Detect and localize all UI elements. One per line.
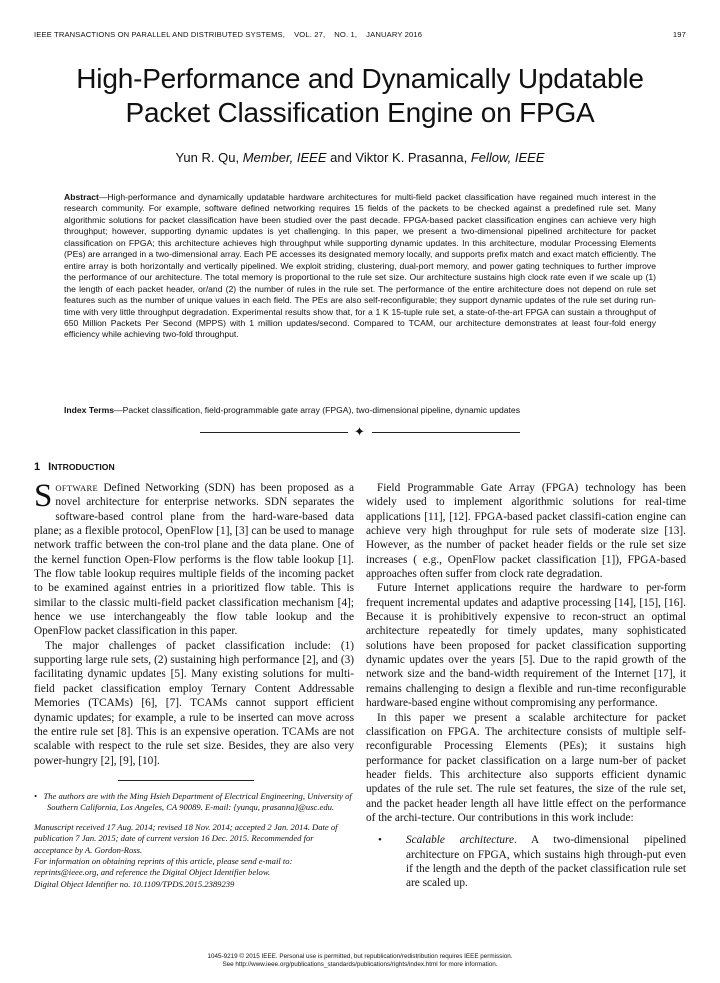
author-1-role: Member, IEEE [242, 150, 327, 165]
paragraph-text: Defined Networking (SDN) has been proposed as a novel architecture for enterprise networks. SDN separates the software-based control plane from the hard-ware-based data plane; as a flexible protocol, OpenFlow [1], [3] can be used to manage network traffic between the con-trol plane and the data plane. One of the kernel function Open-Flow performs is the flow table lookup [1]. The flow table lookup requires multiple fields of the incoming packet to be examined against entries in a prioritized flow table. This is similar to the classic multi-field packet classification mechanism [4]; hence we use interchangeably the flow table lookup and the OpenFlow packet classification in this paper. [34, 482, 354, 638]
index-terms: Index Terms—Packet classification, field-programmable gate array (FPGA), two-dimensional pipeline, dynamic updates [64, 405, 520, 415]
section-number: 1 [34, 461, 41, 473]
footer-line-1: 1045-9219 © 2015 IEEE. Personal use is permitted, but republication/redistribution requires IEEE permission. [207, 953, 513, 960]
volume: VOL. 27, [294, 30, 326, 39]
paper-title [34, 62, 686, 130]
bullet-icon: • [378, 834, 382, 847]
footnote-affiliation [34, 791, 354, 814]
bullet-title: Scalable architecture [406, 834, 515, 847]
bullet-text [406, 833, 686, 890]
paragraph [34, 478, 354, 639]
section-heading [34, 461, 354, 475]
separator-line-left [200, 432, 348, 433]
issue-number: NO. 1, [334, 30, 358, 39]
section-title-initial: I [48, 461, 52, 473]
right-column [366, 481, 686, 891]
abstract: Abstract—High-performance and dynamically updatable hardware architectures for multi-field packet classification have regained much interest in the research community. For example, software defined networking requires 15 fields of the packets to be checked against a predefined rule set. Many algorithmic solutions for packet classification have been studied over the past decade. FPGA-based packet classification engines can achieve very high throughput; however, supporting dynamic updates is yet challenging. In this paper, we present a two-dimensional pipelined architecture for packet classification on FPGA; this architecture achieves high throughput while supporting dynamic updates. In this architecture, modular Processing Elements (PEs) are arranged in a two-dimensional array. Each PE accesses its designated memory locally, and supports prefix match and exact match efficiently. The entire array is both horizontally and vertically pipelined. We exploit striding, clustering, dual-port memory, and power gating techniques to further improve the performance of our architecture. The total memory is proportional to the rule set size. Our architecture sustains high clock rate even if we scale up (1) the length of each packet header, or/and (2) the number of rules in the rule set. The performance of the entire architecture does not depend on rule set features such as the number of unique values in each field. The PEs are also self-reconfigurable; they support dynamic updates of the rule set during run-time with very little throughput degradation. Experimental results show that, for a 1 K 15-tuple rule set, a state-of-the-art FPGA can sustain a throughput of 650 Million Packets Per Second (MPPS) with 1 million updates/second. Compared to TCAM, our architecture demonstrates at least four-fold energy efficiency while achieving two-fold throughput. [64, 192, 656, 340]
left-column [34, 461, 354, 890]
title-line-1: High-Performance and Dynamically Updatable [76, 63, 644, 94]
footnote-reprints: For information on obtaining reprints of this article, please send e-mail to: reprints@ieee.org, and reference the Digital Object Identifier below. [34, 855, 293, 878]
abstract-label: Abstract [64, 192, 99, 202]
footer-line-2: See http://www.ieee.org/publications_standards/publications/rights/index.html for more information. [222, 961, 498, 969]
separator-line-right [372, 432, 520, 433]
page-number: 197 [672, 30, 686, 39]
index-terms-text: Packet classification, field-programmable gate array (FPGA), two-dimensional pipeline, dynamic updates [122, 405, 520, 415]
footnote-manuscript: Manuscript received 17 Aug. 2014; revised 18 Nov. 2014; accepted 2 Jan. 2014. Date of publication 7 Jan. 2015; date of current version 16 Dec. 2015. Recommended for acceptance by A. Gordon-Ross. [34, 821, 338, 855]
author-2: and Viktor K. Prasanna, [330, 150, 468, 165]
title-line-2: Packet Classification Engine on FPGA [125, 97, 595, 128]
journal-name: IEEE TRANSACTIONS ON PARALLEL AND DISTRIBUTED SYSTEMS, [34, 30, 286, 39]
author-1: Yun R. Qu, [175, 150, 240, 165]
paragraph: Field Programmable Gate Array (FPGA) technology has been widely used to implement algorithmic solutions for real-time applications [11], [12]. FPGA-based packet classifi-cation engine can achieve very high throughput for rule sets of moderate size [13]. However, as the number of packet header fields or the rule set size increases ( e.g., OpenFlow packet classification [1]), FPGA-based approaches often suffer from clock rate degradation. [366, 482, 686, 581]
paragraph: The major challenges of packet classification include: (1) supporting large rule sets, (2) sustaining high performance [2], and (3) facilitating dynamic updates [5]. Many existing solutions for multi-field packet classification employ Ternary Content Addressable Memories (TCAMs) [6], [7]. TCAMs cannot support efficient dynamic updates; for example, a rule to be inserted can move across the entire rule set [8]. This is an expensive operation. TCAMs are not scalable with respect to the rule set size. Besides, they are also very power-hungry [2], [9], [10]. [34, 639, 354, 767]
issue-date: JANUARY 2016 [366, 30, 423, 39]
section-title-rest: NTRODUCTION [51, 462, 115, 472]
author-2-role: Fellow, IEEE [470, 150, 545, 165]
footnote-doi: Digital Object Identifier no. 10.1109/TPDS.2015.2389239 [34, 878, 235, 889]
drop-cap: S [34, 478, 53, 514]
copyright-footer [34, 953, 686, 969]
paragraph: In this paper we present a scalable architecture for packet classification on FPGA. The architecture consists of multiple self-reconfigurable Processing Elements (PEs); it sustains high performance for packet classification on a large num-ber of packet header fields. This architecture also supports efficient dynamic updates of the rule set. The rule set features, the size of the rule set, and the packet header length all have little effect on the performance of the archi-tecture. Our contributions in this work include: [366, 711, 686, 824]
author-line [34, 150, 686, 165]
bullet-icon: • [34, 790, 38, 801]
running-header [34, 30, 686, 39]
abstract-text: High-performance and dynamically updatable hardware architectures for multi-field packet classification have regained much interest in the research community. For example, software defined networking requires 15 fields of the packets to be checked against a predefined rule set. Many algorithmic solutions for packet classification have been studied over the past decade. FPGA-based packet classification engines can achieve very high throughput; however, supporting dynamic updates is yet challenging. In this paper, we present a two-dimensional pipelined architecture for packet classification on FPGA; this architecture achieves high throughput while supporting dynamic updates. In this architecture, modular Processing Elements (PEs) are arranged in a two-dimensional array. Each PE accesses its designated memory locally, and supports prefix match and exact match efficiently. The entire array is both horizontally and vertically pipelined. We exploit striding, clustering, dual-port memory, and power gating techniques to further improve the performance of our architecture. The total memory is proportional to the rule set size. Our architecture sustains high clock rate even if we scale up (1) the length of each packet header, or/and (2) the number of rules in the rule set. The performance of the entire architecture does not depend on rule set features such as the number of unique values in each field. The PEs are also self-reconfigurable; they support dynamic updates of the rule set during run-time with very little throughput degradation. Experimental results show that, for a 1 K 15-tuple rule set, a state-of-the-art FPGA can sustain a throughput of 650 Million Packets Per Second (MPPS) with 1 million updates/second. Compared to TCAM, our architecture demonstrates at least four-fold energy efficiency while achieving two-fold throughput. [64, 192, 656, 340]
footnote-rule [118, 780, 254, 781]
bullet-body: . A two-dimensional pipelined architecture on FPGA, which sustains high through-put even if the length and the depth of the packet classification rule set are scaled up. [406, 834, 686, 890]
small-caps-word: OFTWARE [55, 483, 99, 493]
separator-star-icon: ✦ [354, 424, 365, 439]
section-separator [200, 425, 520, 439]
footnote-text: The authors are with the Ming Hsieh Department of Electrical Engineering, University of Southern California, Los Angeles, CA 90089. E-mail: {yunqu, prasanna}@usc.edu. [43, 790, 352, 813]
paragraph: Future Internet applications require the hardware to per-form frequent incremental updates and adaptive processing [14], [15], [16]. Because it is prohibitively expensive to recon-struct an optimal architecture repeatedly for timely updates, many sophisticated solutions have been proposed for packet classification supporting dynamic updates over the years [5]. Due to the rapid growth of the network size and the band-width requirement of the Internet [17], it remains challenging to design a flexible and run-time reconfigurable hardware-based engine without compromising any performance. [366, 582, 686, 710]
contribution-bullet [366, 833, 686, 890]
index-terms-label: Index Terms [64, 405, 114, 415]
